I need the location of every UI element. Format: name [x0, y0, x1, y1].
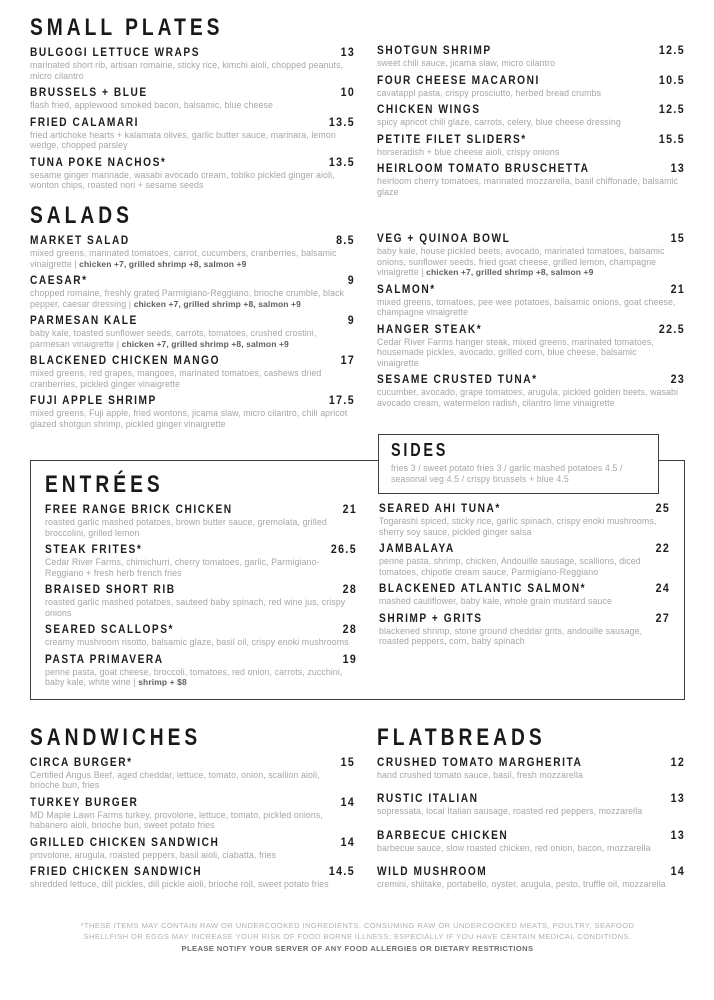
menu-item	[377, 103, 685, 128]
item-name: GRILLED CHICKEN SANDWICH	[30, 834, 220, 849]
item-price: 17	[340, 353, 355, 367]
item-header-row	[45, 653, 357, 666]
item-name: FRIED CALAMARI	[30, 114, 140, 129]
item-description: hand crushed tomato sauce, basil, fresh mozzarella	[377, 769, 583, 780]
menu-item	[45, 543, 357, 578]
item-description: provolone, arugula, roasted peppers, basil aioli, ciabatta, fries	[30, 849, 277, 860]
item-description: MD Maple Lawn Farms turkey, provolone, lettuce, tomato, pickled onions, habanero aioli, brioche bun, sweet potato fries	[30, 809, 323, 830]
item-header-row	[45, 543, 357, 556]
item-price: 12.5	[658, 102, 685, 116]
item-name: MARKET SALAD	[30, 233, 130, 247]
item-description-row	[45, 667, 357, 688]
section-sandwiches-flatbreads	[30, 723, 685, 902]
item-description-row	[30, 170, 355, 191]
item-description-row	[45, 597, 357, 618]
entrees-right-list	[379, 502, 670, 647]
flatbreads-list	[377, 756, 685, 890]
menu-item	[379, 582, 670, 607]
item-price: 28	[342, 622, 357, 636]
sandwiches-column	[30, 723, 355, 902]
item-price: 24	[655, 581, 670, 595]
item-description-row	[377, 843, 685, 854]
menu-item	[377, 373, 685, 408]
menu-item	[30, 394, 355, 429]
item-description-row	[30, 248, 355, 269]
item-description-row	[377, 117, 685, 128]
item-description-row	[379, 556, 670, 577]
item-header-row	[377, 323, 685, 336]
item-header-row	[30, 156, 355, 169]
item-price: 25	[655, 501, 670, 515]
small-plates-right-column	[377, 16, 685, 202]
item-addon: chicken +7, grilled shrimp +8, salmon +9	[79, 258, 247, 269]
disclaimer-line-2: SHELLFISH OR EGGS MAY INCREASE YOUR RISK OF FOOD BORNE ILLNESS; ESPECIALLY IF YOU HAVE CERTAIN MEDICAL CONDITIONS.	[83, 932, 632, 942]
item-description-row	[30, 850, 355, 861]
item-description: shredded lettuce, dill pickles, dill pickle aioli, brioche roll, sweet potato fries	[30, 879, 329, 889]
item-price: 15	[340, 754, 355, 769]
section-title-sandwiches: SANDWICHES	[30, 723, 202, 751]
entrees-left-column	[45, 473, 357, 693]
item-price: 13.5	[328, 154, 355, 169]
item-header-row	[30, 756, 355, 769]
item-description-row	[30, 130, 355, 151]
section-title-small-plates: SMALL PLATES	[30, 14, 224, 41]
menu-item	[377, 162, 685, 197]
item-name: SEARED SCALLOPS*	[45, 622, 175, 636]
item-price: 10	[340, 85, 355, 99]
item-name: FUJI APPLE SHRIMP	[30, 393, 157, 407]
item-header-row	[45, 583, 357, 596]
disclaimer-line-3: PLEASE NOTIFY YOUR SERVER OF ANY FOOD ALLERGIES OR DIETARY RESTRICTIONS	[181, 944, 534, 954]
item-header-row	[377, 232, 685, 245]
item-name: STEAK FRITES*	[45, 542, 143, 556]
disclaimer-line-1: *THESE ITEMS MAY CONTAIN RAW OR UNDERCOOKED INGREDIENTS. CONSUMING RAW OR UNDERCOOKED MEATS, POULTRY, SEAFOOD	[80, 920, 635, 930]
item-name: BARBECUE CHICKEN	[377, 827, 509, 842]
item-header-row	[30, 86, 355, 99]
item-price: 21	[670, 281, 685, 296]
item-name: BULGOGI LETTUCE WRAPS	[30, 45, 201, 59]
menu-item	[30, 274, 355, 309]
section-title-entrees: ENTRÉES	[45, 471, 164, 498]
item-header-row	[30, 314, 355, 327]
menu-item	[379, 612, 670, 647]
salads-right-list	[377, 232, 685, 408]
item-description-row	[377, 58, 685, 69]
item-header-row	[377, 162, 685, 175]
item-name: SESAME CRUSTED TUNA*	[377, 372, 538, 386]
item-header-row	[30, 865, 355, 878]
item-addon: chicken +7, grilled shrimp +8, salmon +9	[426, 267, 594, 277]
item-description-row	[30, 368, 355, 389]
item-description: chopped romaine, freshly grated Parmigiano-Reggiano, brioche crumble, black pepper, caesar dressing	[30, 288, 345, 309]
item-name: BLACKENED ATLANTIC SALMON*	[379, 581, 587, 595]
item-price: 13	[670, 791, 685, 805]
item-description: Cedar River Farms, chimichurri, cherry tomatoes, garlic, Parmigiano-Reggiano + fresh herb french fries	[45, 557, 320, 578]
item-description: baby kale, toasted sunflower seeds, carrots, tomatoes, crushed crostini, parmesan vinaigrette	[30, 328, 317, 349]
footer-disclaimer	[30, 920, 685, 955]
sides-description: fries 3 / sweet potato fries 3 / garlic mashed potatoes 4.5 / seasonal veg 4.5 / crispy brussels + blue 4.5	[391, 462, 623, 484]
item-header-row	[379, 502, 670, 515]
item-description: sesame ginger marinade, wasabi avocado cream, tobiko pickled ginger aioli, wonton chips, roasted nori + sesame seeds	[30, 169, 335, 190]
salads-left-column	[30, 204, 355, 434]
item-price: 9	[347, 313, 355, 327]
item-price: 15.5	[658, 131, 685, 146]
addon-separator: |	[114, 338, 122, 349]
item-price: 13	[670, 161, 685, 175]
item-header-row	[377, 74, 685, 87]
item-name: PETITE FILET SLIDERS*	[377, 131, 527, 146]
item-header-row	[379, 612, 670, 625]
item-description-row	[377, 297, 685, 318]
item-name: BRAISED SHORT RIB	[45, 582, 176, 596]
menu-item	[30, 796, 355, 831]
menu-item	[45, 503, 357, 538]
menu-item	[377, 792, 685, 817]
section-title-flatbreads: FLATBREADS	[377, 723, 546, 751]
item-description-row	[30, 770, 355, 791]
item-description-row	[377, 879, 685, 890]
item-description: cucumber, avocado, grape tomatoes, arugula, pickled golden beets, wasabi avocado cream, watermelon radish, cilantro lime vinaigrette	[377, 387, 679, 408]
item-header-row	[377, 829, 685, 842]
item-description-row	[377, 806, 685, 817]
item-name: FREE RANGE BRICK CHICKEN	[45, 502, 233, 516]
item-description: blackened shrimp, stone ground cheddar grits, andouille sausage, roasted peppers, corn, baby spinach	[379, 625, 643, 646]
item-header-row	[379, 582, 670, 595]
salads-right-column	[377, 204, 685, 434]
item-description: mashed cauliflower, baby kale, whole grain mustard sauce	[379, 596, 612, 606]
item-description-row	[30, 328, 355, 349]
menu-item	[377, 232, 685, 278]
item-header-row	[30, 274, 355, 287]
small-plates-left-column	[30, 16, 355, 202]
menu-item	[30, 156, 355, 191]
item-price: 9	[347, 273, 355, 287]
menu-item	[30, 314, 355, 349]
addon-separator: |	[418, 267, 427, 277]
item-description: mixed greens, marinated tomatoes, carrot, cucumbers, cranberries, balsamic vinaigrette	[30, 248, 337, 269]
item-price: 15	[670, 231, 685, 245]
section-title-sides: SIDES	[391, 440, 449, 460]
menu-item	[45, 623, 357, 648]
item-header-row	[377, 865, 685, 878]
menu-item	[30, 836, 355, 861]
menu-item	[30, 116, 355, 151]
menu-item	[30, 865, 355, 890]
menu-item	[379, 502, 670, 537]
item-header-row	[379, 542, 670, 555]
menu-item	[377, 323, 685, 369]
item-header-row	[30, 234, 355, 247]
item-name: PARMESAN KALE	[30, 313, 138, 327]
item-description: baby kale, house pickled beets, avocado, marinated tomatoes, balsamic onions, sunflower seeds, fried goat cheese, grilled lemon, champagne vinaigrette	[377, 246, 665, 277]
item-description: cremini, shiitake, portabello, oyster, arugula, pesto, truffle oil, mozzarella	[377, 879, 666, 889]
item-price: 28	[342, 582, 357, 596]
item-name: SALMON*	[377, 281, 436, 296]
menu-item	[30, 86, 355, 111]
small-plates-left-list	[30, 46, 355, 191]
addon-separator: |	[71, 258, 80, 269]
item-description: spicy apricot chili glaze, carrots, celery, blue cheese dressing	[377, 117, 621, 127]
sandwiches-list	[30, 756, 355, 890]
item-description-row	[379, 516, 670, 537]
item-description-row	[379, 626, 670, 647]
item-name: SHRIMP + GRITS	[379, 610, 483, 625]
item-header-row	[377, 103, 685, 116]
item-price: 13	[340, 45, 355, 59]
item-name: JAMBALAYA	[379, 541, 455, 555]
item-description: marinated short rib, artisan romaine, sticky rice, kimchi aioli, chopped peanuts, micro cilantro	[30, 60, 344, 81]
item-description-row	[379, 596, 670, 607]
item-description-row	[30, 810, 355, 831]
item-price: 17.5	[328, 393, 355, 407]
item-description-row	[45, 557, 357, 578]
entrees-sides-group	[30, 440, 685, 700]
item-price: 8.5	[336, 233, 355, 247]
item-price: 14	[340, 834, 355, 849]
item-description-row	[30, 60, 355, 81]
item-description: Cedar River Farms hanger steak, mixed greens, marinated tomatoes, housemade pickles, avocado, grilled corn, blue cheese, balsamic vinaigrette	[377, 336, 654, 368]
item-name: HANGER STEAK*	[377, 321, 483, 336]
menu-item	[377, 756, 685, 781]
item-name: SEARED AHI TUNA*	[379, 501, 501, 515]
section-title-salads: SALADS	[30, 202, 133, 229]
item-name: VEG + QUINOA BOWL	[377, 231, 511, 245]
item-description-row	[377, 770, 685, 781]
item-name: BRUSSELS + BLUE	[30, 85, 148, 99]
item-header-row	[45, 503, 357, 516]
item-name: BLACKENED CHICKEN MANGO	[30, 353, 221, 367]
item-price: 19	[342, 651, 357, 666]
item-description-row	[377, 337, 685, 369]
item-addon: chicken +7, grilled shrimp +8, salmon +9	[133, 298, 301, 309]
item-description-row	[377, 387, 685, 408]
item-name: CAESAR*	[30, 273, 88, 287]
item-addon: chicken +7, grilled shrimp +8, salmon +9	[121, 338, 289, 349]
menu-item	[30, 234, 355, 269]
item-header-row	[30, 116, 355, 129]
item-description: sopressata, local Italian sausage, roasted red peppers, mozzarella	[377, 806, 643, 816]
item-description: mixed greens, Fuji apple, fried wontons, jicama slaw, micro cilantro, chili apricot glazed shotgun shrimp, pickled ginger vinaigrette	[30, 408, 348, 429]
item-header-row	[30, 836, 355, 849]
item-description: flash fried, applewood smoked bacon, balsamic, blue cheese	[30, 100, 273, 110]
item-price: 10.5	[658, 72, 685, 87]
item-price: 27	[655, 610, 670, 625]
item-description-row	[377, 176, 685, 197]
item-description: barbecue sauce, slow roasted chicken, red onion, bacon, mozzarella	[377, 842, 651, 853]
item-price: 14	[670, 864, 685, 878]
item-name: CHICKEN WINGS	[377, 102, 481, 116]
menu-item	[30, 46, 355, 81]
section-entrees	[30, 460, 685, 700]
section-salads	[30, 204, 685, 434]
flatbreads-column	[377, 723, 685, 902]
item-price: 26.5	[330, 542, 357, 556]
item-price: 14	[340, 794, 355, 809]
menu-item	[377, 133, 685, 158]
item-name: SHOTGUN SHRIMP	[377, 43, 492, 57]
item-price: 13	[670, 827, 685, 842]
item-addon: shrimp + $8	[138, 677, 187, 687]
item-name: CIRCA BURGER*	[30, 754, 133, 769]
item-name: HEIRLOOM TOMATO BRUSCHETTA	[377, 161, 590, 175]
section-small-plates	[30, 16, 685, 202]
item-description-row	[377, 88, 685, 99]
addon-separator: |	[130, 677, 139, 687]
entrees-left-list	[45, 503, 357, 688]
item-price: 21	[342, 502, 357, 516]
item-description: horseradish + blue cheese aioli, crispy onions	[377, 146, 560, 157]
item-header-row	[30, 796, 355, 809]
item-price: 12.5	[658, 43, 685, 57]
item-name: FRIED CHICKEN SANDWICH	[30, 864, 203, 878]
item-name: WILD MUSHROOM	[377, 864, 488, 878]
item-description-row	[30, 100, 355, 111]
item-description: penne pasta, goat cheese, broccoli, tomatoes, red onion, carrots, zucchini, baby kale, white wine	[45, 666, 343, 687]
item-description: mixed greens, tomatoes, pee wee potatoes, balsamic onions, goat cheese, champagne vinaigrette	[377, 296, 676, 317]
item-description-row	[45, 517, 357, 538]
item-price: 23	[670, 372, 685, 386]
item-description-row	[45, 637, 357, 648]
item-description: Certified Angus Beef, aged cheddar, lettuce, tomato, onion, scallion aioli, brioche bun, fries	[30, 769, 320, 790]
item-name: TURKEY BURGER	[30, 794, 139, 809]
item-header-row	[377, 756, 685, 769]
menu-item	[377, 283, 685, 318]
item-description-row	[377, 147, 685, 158]
item-description: roasted garlic mashed potatoes, sauteed baby spinach, red wine jus, crispy onions	[45, 597, 346, 618]
item-header-row	[45, 623, 357, 636]
item-header-row	[377, 373, 685, 386]
item-price: 22.5	[658, 321, 685, 336]
item-description: sweet chili sauce, jicama slaw, micro cilantro	[377, 58, 556, 68]
menu-item	[377, 829, 685, 854]
menu-item	[379, 542, 670, 577]
item-description: Togarashi spiced, sticky rice, garlic spinach, crispy enoki mushrooms, sherry soy sauce, pickled ginger salsa	[379, 516, 657, 537]
item-name: RUSTIC ITALIAN	[377, 791, 479, 805]
item-description: creamy mushroom risotto, balsamic glaze, basil oil, crispy enoki mushrooms	[45, 637, 349, 647]
entrees-right-column	[379, 473, 670, 693]
item-name: PASTA PRIMAVERA	[45, 651, 164, 666]
menu-item	[377, 74, 685, 99]
item-price: 13.5	[328, 114, 355, 129]
item-price: 22	[655, 541, 670, 555]
menu-item	[30, 354, 355, 389]
sides-box	[378, 434, 659, 494]
menu-item	[377, 865, 685, 890]
item-description: mixed greens, red grapes, mangoes, marinated tomatoes, cashews dried cranberries, pickled ginger vinaigrette	[30, 368, 322, 389]
item-header-row	[377, 133, 685, 146]
menu-item	[377, 44, 685, 69]
item-header-row	[377, 44, 685, 57]
item-name: CRUSHED TOMATO MARGHERITA	[377, 754, 583, 769]
salads-left-list	[30, 234, 355, 429]
item-description-row	[377, 246, 685, 278]
menu-item	[45, 583, 357, 618]
item-name: TUNA POKE NACHOS*	[30, 154, 167, 169]
item-price: 12	[670, 754, 685, 769]
menu-item	[45, 653, 357, 688]
item-description: cavatappi pasta, crispy prosciutto, herbed bread crumbs	[377, 87, 602, 98]
item-header-row	[377, 283, 685, 296]
item-header-row	[377, 792, 685, 805]
item-description: heirloom cherry tomatoes, marinated mozzarella, basil chiffonade, balsamic glaze	[377, 176, 679, 197]
item-header-row	[30, 354, 355, 367]
item-name: FOUR CHEESE MACARONI	[377, 72, 540, 87]
small-plates-right-list	[377, 44, 685, 197]
item-price: 14.5	[328, 864, 355, 878]
addon-separator: |	[126, 298, 134, 309]
menu-item	[30, 756, 355, 791]
item-description: penne pasta, shrimp, chicken, Andouille sausage, scallions, diced tomatoes, chipotle cream sauce, Parmigiano-Reggiano	[379, 556, 641, 577]
item-description: roasted garlic mashed potatoes, brown butter sauce, gremolata, grilled broccolini, grilled lemon	[45, 517, 327, 538]
item-header-row	[30, 46, 355, 59]
item-header-row	[30, 394, 355, 407]
item-description-row	[30, 288, 355, 309]
item-description-row	[30, 879, 355, 890]
item-description-row	[30, 408, 355, 429]
item-description: fried artichoke hearts + kalamata olives, garlic butter sauce, marinara, lemon wedge, chopped parsley	[30, 129, 336, 150]
